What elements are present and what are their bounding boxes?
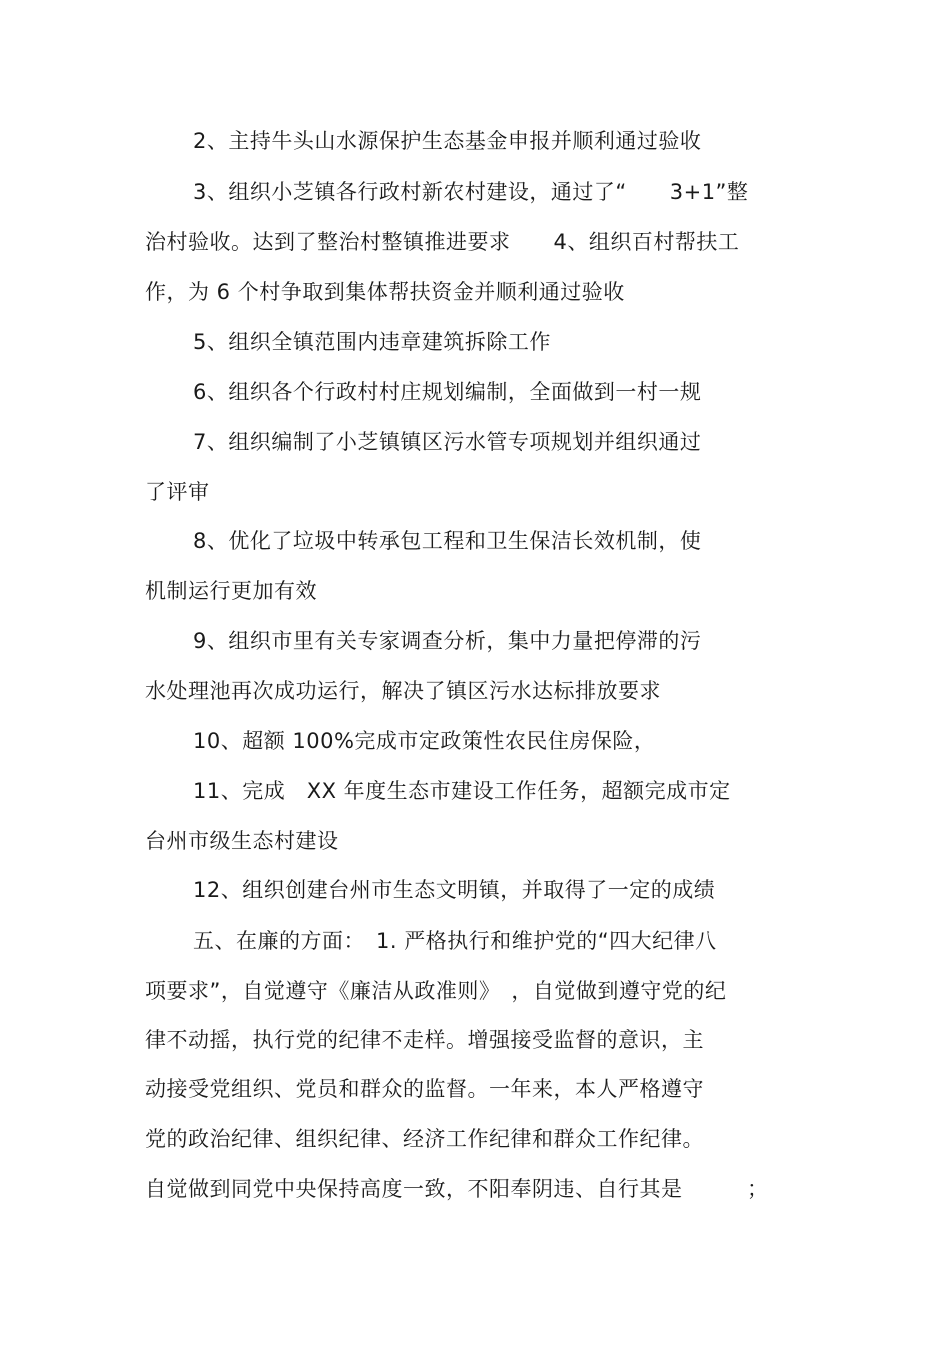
- text-line: 台州市级生态村建设: [145, 829, 339, 853]
- text-line: 五、在廉的方面： 1. 严格执行和维护党的“四大纪律八: [193, 929, 717, 953]
- text-line: 12、组织创建台州市生态文明镇，并取得了一定的成绩: [193, 878, 716, 902]
- text-line: 律不动摇，执行党的纪律不走样。增强接受监督的意识，主: [145, 1028, 704, 1052]
- text-line: 治村验收。达到了整治村整镇推进要求 4、组织百村帮扶工: [145, 230, 740, 254]
- text-line: 水处理池再次成功运行，解决了镇区污水达标排放要求: [145, 679, 661, 703]
- text-line: 10、超额 100%完成市定政策性农民住房保险，: [193, 729, 656, 753]
- text-line: 自觉做到同党中央保持高度一致，不阳奉阴违、自行其是 ；: [145, 1177, 769, 1201]
- text-line: 机制运行更加有效: [145, 579, 317, 603]
- text-line: 11、完成 XX 年度生态市建设工作任务，超额完成市定: [193, 779, 731, 803]
- text-line: 作，为 6 个村争取到集体帮扶资金并顺利通过验收: [145, 280, 625, 304]
- text-line: 2、主持牛头山水源保护生态基金申报并顺利通过验收: [193, 129, 702, 153]
- text-line: 了评审: [145, 480, 210, 504]
- text-line: 党的政治纪律、组织纪律、经济工作纪律和群众工作纪律。: [145, 1127, 704, 1151]
- text-line: 3、组织小芝镇各行政村新农村建设，通过了“ 3+1”整: [193, 180, 749, 204]
- text-line: 9、组织市里有关专家调查分析，集中力量把停滞的污: [193, 629, 702, 653]
- text-line: 动接受党组织、党员和群众的监督。一年来，本人严格遵守: [145, 1077, 704, 1101]
- text-line: 8、优化了垃圾中转承包工程和卫生保洁长效机制，使: [193, 529, 702, 553]
- text-line: 7、组织编制了小芝镇镇区污水管专项规划并组织通过: [193, 430, 702, 454]
- text-line: 6、组织各个行政村村庄规划编制，全面做到一村一规: [193, 380, 702, 404]
- text-line: 5、组织全镇范围内违章建筑拆除工作: [193, 330, 551, 354]
- text-line: 项要求”，自觉遵守《廉洁从政准则》 ，自觉做到遵守党的纪: [145, 979, 727, 1003]
